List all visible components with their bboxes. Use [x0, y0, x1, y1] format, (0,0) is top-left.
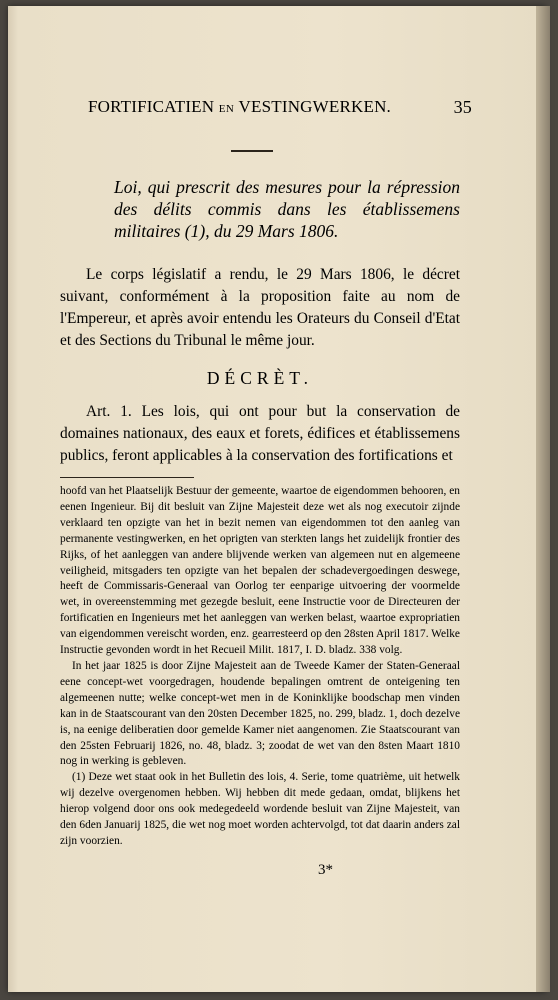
article-1-paragraph: Art. 1. Les lois, qui ont pour but la conservation de domaines nationaux, des eaux et forets, édifices et établissemens publics, feront applicables à la conservation des fortifications et [60, 403, 460, 464]
header-mid: EN [218, 103, 235, 115]
header-left: FORTIFICATIEN [88, 97, 215, 116]
footnotes [60, 484, 460, 850]
law-title: Loi, qui prescrit des mesures pour la répression des délits commis dans les établissemens militaires (1), du 29 Mars 1806. [114, 177, 460, 241]
running-header [88, 97, 472, 117]
footnote-divider [60, 477, 194, 478]
header-right: VESTINGWERKEN. [238, 97, 392, 116]
decret-heading: DÉCRÈT. [206, 368, 314, 388]
page-number: 35 [453, 97, 472, 117]
book-spine-edge [536, 6, 550, 992]
signature-mark: 3* [318, 862, 333, 878]
header-divider [231, 150, 273, 152]
footnote-continuation: hoofd van het Plaatselijk Bestuur der gemeente, waartoe de eigendommen behooren, en eenen Ingenieur. Bij dit besluit van Zijne Majesteit deze wet als nog executoir zijnde verklaard ten opzigte van het in bezit nemen van eigendommen tot den aanleg van permanente vestingwerken, en het oprigten van sterkten langs het zuidelijk frontier des Rijks, of het aanleggen van andere blijvende werken van algemeen nut en algemeene veiligheid, mitsgaders ten opzigte van het bepalen der schadevergoedingen deswege, heeft de Commissaris-Generaal van Oorlog ter eenparige uitvoering der voormelde wet, in overeenstemming met gezegde besluit, eene Instructie voor de Directeuren der fortificatien en Ingenieurs met het aanleggen van werken belast, waartoe expropriatien van eigendommen vereischt worden, enz. gearresteerd op den 28sten April 1817. Welke Instructie gevonden wordt in het Recueil Milit. 1817, I. D. bladz. 338 volg. [60, 485, 460, 657]
footnote-1: (1) Deze wet staat ook in het Bulletin des lois, 4. Serie, tome quatrième, uit hetwelk wij dezelve overgenomen hebben. Wij hebben dit mede gedaan, omdat, blijkens het hierop volgend door ons ook medegedeeld wordende besluit van Zijne Majesteit, van den 6den Januarij 1825, die wet nog moet worden achtervolgd, tot dat daarin anders zal zijn voorzien. [60, 771, 460, 847]
footnote-1825: In het jaar 1825 is door Zijne Majesteit aan de Tweede Kamer der Staten-Generaal eene concept-wet voorgedragen, houdende bepalingen omtrent de onteigening ten algemeenen nutte; welke concept-wet men in de Koninklijke boodschap men vinden kan in de Staatscourant van den 20sten December 1825, no. 299, bladz. 1, doch dezelve is, na eenige deliberatien door gemelde Kamer niet aangenomen. Zie Staatscourant van den 25sten Februarij 1826, no. 48, bladz. 3; zoodat de wet van den 8sten Maart 1810 nog in werking is gebleven. [60, 659, 460, 768]
preamble-paragraph: Le corps législatif a rendu, le 29 Mars 1806, le décret suivant, conformément à la proposition faite au nom de l'Empereur, et après avoir entendu les Orateurs du Conseil d'Etat et des Sections du Tribunal le même jour. [60, 266, 460, 349]
